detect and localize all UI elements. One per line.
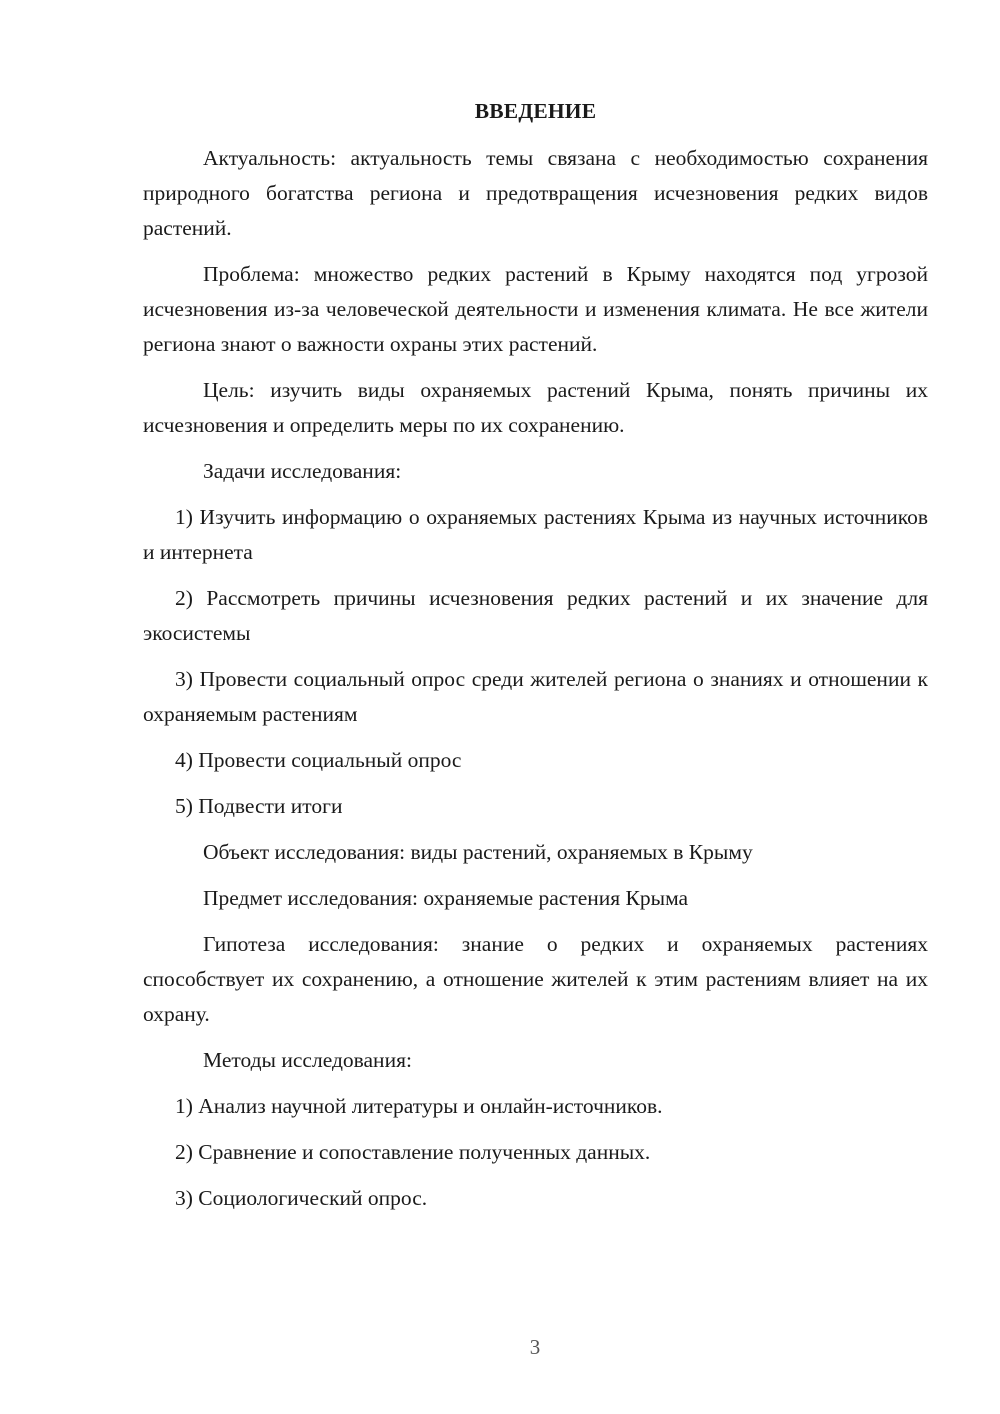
task-item: 5) Подвести итоги xyxy=(175,794,343,818)
hypothesis-paragraph: Гипотеза исследования: знание о редких и охраняемых растениях способствует их сохранению, а отношение жителей к этим растениям влияет на их охрану. xyxy=(143,932,928,1026)
goal-paragraph: Цель: изучить виды охраняемых растений Крыма, понять причины их исчезновения и определить меры по их сохранению. xyxy=(143,378,928,437)
method-item: 2) Сравнение и сопоставление полученных данных. xyxy=(175,1140,651,1164)
method-item: 1) Анализ научной литературы и онлайн-источников. xyxy=(175,1094,663,1118)
problem-paragraph: Проблема: множество редких растений в Крыму находятся под угрозой исчезновения из-за человеческой деятельности и изменения климата. Не все жители региона знают о важности охраны этих растений. xyxy=(143,262,928,356)
section-title: ВВЕДЕНИЕ xyxy=(474,99,597,123)
tasks-heading: Задачи исследования: xyxy=(203,459,402,483)
task-item: 4) Провести социальный опрос xyxy=(175,748,462,772)
task-item: 3) Провести социальный опрос среди жителей региона о знаниях и отношении к охраняемым растениям xyxy=(143,667,928,726)
page-number: 3 xyxy=(529,1335,541,1359)
page-content xyxy=(143,94,928,1227)
relevance-paragraph: Актуальность: актуальность темы связана с необходимостью сохранения природного богатства региона и предотвращения исчезновения редких видов растений. xyxy=(143,146,928,240)
task-item: 2) Рассмотреть причины исчезновения редких растений и их значение для экосистемы xyxy=(143,586,928,645)
subject-paragraph: Предмет исследования: охраняемые растения Крыма xyxy=(203,886,689,910)
methods-heading: Методы исследования: xyxy=(203,1048,412,1072)
method-item: 3) Социологический опрос. xyxy=(175,1186,428,1210)
object-paragraph: Объект исследования: виды растений, охраняемых в Крыму xyxy=(203,840,753,864)
task-item: 1) Изучить информацию о охраняемых растениях Крыма из научных источников и интернета xyxy=(143,505,928,564)
